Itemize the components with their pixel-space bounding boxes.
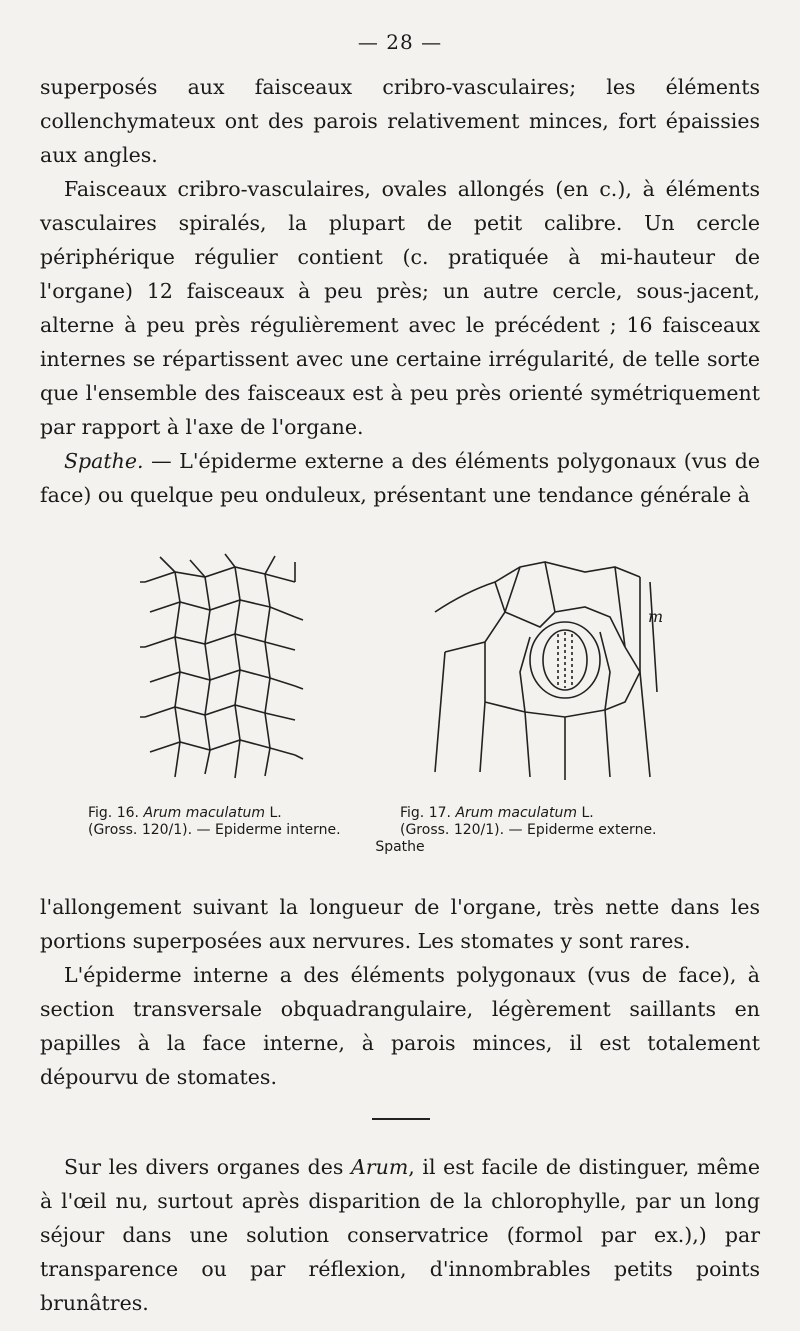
spathe-label: Spathe. xyxy=(64,449,144,473)
text-block-bottom xyxy=(40,1150,760,1320)
final-after: , il est facile de distinguer, même à l'œil nu, surtout après disparition de la chlorophylle, par un long séjour dans une solution conservatrice (formol par ex.),) par transparence ou par réflexion, d'innombrables petits points brunâtres. xyxy=(40,1155,760,1315)
figure-16-caption xyxy=(88,805,341,839)
final-genus: Arum xyxy=(351,1155,409,1179)
figures-area xyxy=(60,552,760,802)
fig17-line2: (Gross. 120/1). — Epiderme externe. xyxy=(400,822,657,838)
paragraph-faisceaux: Faisceaux cribro-vasculaires, ovales allongés (en c.), à éléments vasculaires spiralés, la plupart de petit calibre. Un cercle périphérique régulier contient (c. pratiquée à mi-hauteur de l'organe) 12 faisceaux à peu près; un autre cercle, sous-jacent, alterne à peu près régulièrement avec le précédent ; 16 faisceaux internes se répartissent avec une certaine irrégularité, de telle sorte que l'ensemble des faisceaux est à peu près orienté symétriquement par rapport à l'axe de l'organe. xyxy=(40,177,760,439)
fig16-suffix: L. xyxy=(265,805,282,821)
final-before: Sur les divers organes des xyxy=(64,1155,352,1179)
fig17-species: Arum maculatum xyxy=(455,805,577,821)
figures-common-caption: Spathe xyxy=(375,839,425,855)
fig16-species: Arum maculatum xyxy=(143,805,265,821)
paragraph-final xyxy=(40,1150,760,1320)
page-number: — 28 — xyxy=(357,30,443,54)
fig17-suffix: L. xyxy=(577,805,594,821)
fig17-prefix: Fig. 17. xyxy=(400,805,456,821)
paragraph-allongement: l'allongement suivant la longueur de l'organe, très nette dans les portions superposées aux nervures. Les stomates y sont rares. xyxy=(40,895,760,953)
section-separator xyxy=(372,1118,430,1120)
paragraph-spathe xyxy=(40,444,760,512)
text-block-top xyxy=(40,70,760,512)
paragraph-epiderme-interne: L'épiderme interne a des éléments polygonaux (vus de face), à section transversale obquadrangulaire, légèrement saillants en papilles à la face interne, à parois minces, il est totalement dépourvu de stomates. xyxy=(40,963,760,1089)
spathe-text: — L'épiderme externe a des éléments polygonaux (vus de face) ou quelque peu onduleux, présentant une tendance générale à xyxy=(40,449,760,507)
figure-17-mark: m xyxy=(648,607,664,626)
text-block-middle xyxy=(40,890,760,1094)
fig16-line2: (Gross. 120/1). — Epiderme interne. xyxy=(88,822,341,838)
figure-17-caption xyxy=(400,805,657,839)
figure-16-drawing xyxy=(135,552,305,782)
paragraph-continuation: superposés aux faisceaux cribro-vasculaires; les éléments collenchymateux ont des parois relativement minces, fort épaissies aux angles. xyxy=(40,75,760,167)
fig16-prefix: Fig. 16. xyxy=(88,805,144,821)
figure-17-drawing xyxy=(425,552,665,782)
